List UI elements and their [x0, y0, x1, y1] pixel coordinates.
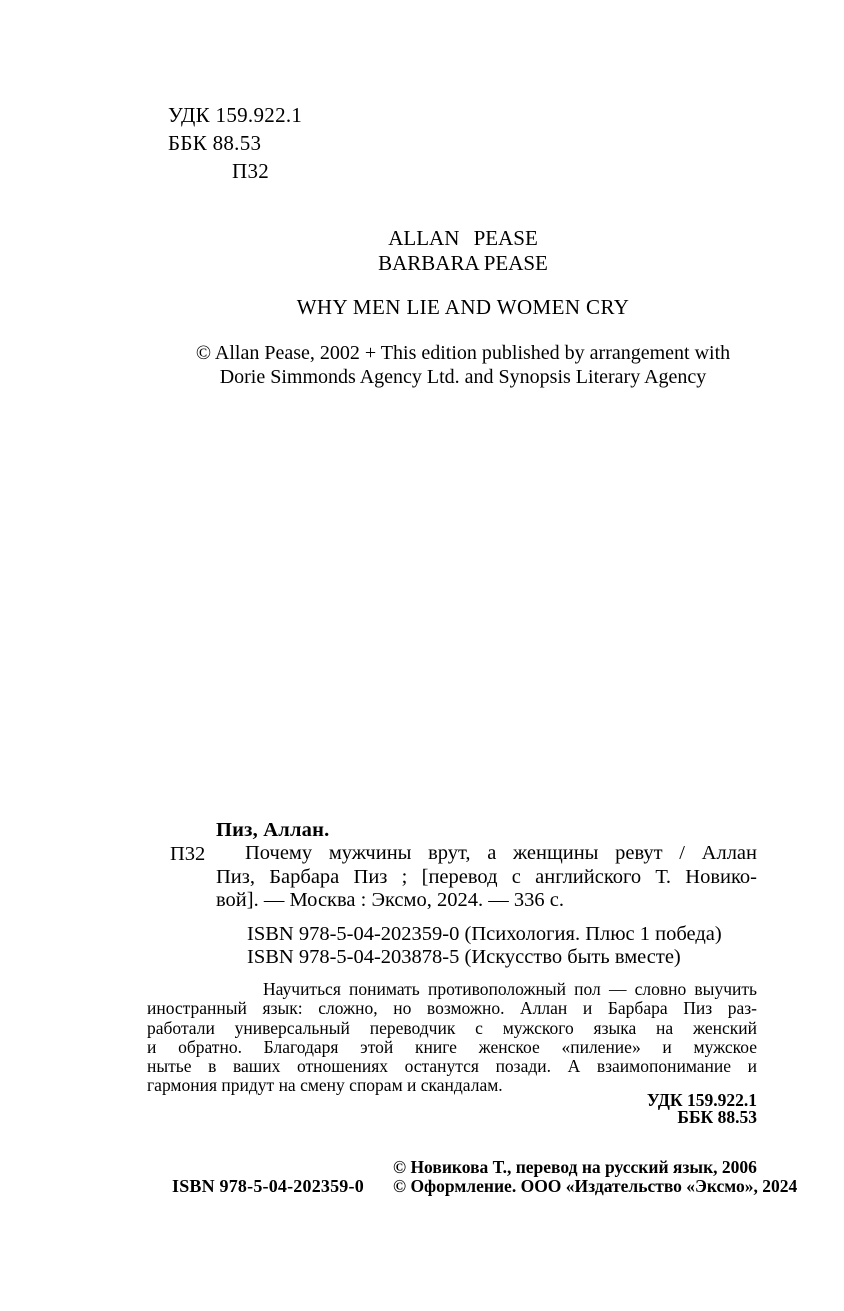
author-name-2: BARBARA PEASE [378, 251, 548, 275]
isbn-list [247, 923, 722, 968]
udk-code: УДК 159.922.1 [168, 103, 303, 127]
bbk-code: ББК 88.53 [168, 131, 262, 155]
card-author-heading: Пиз, Аллан. [216, 819, 330, 841]
isbn-line: ISBN 978-5-04-202359-0 (Психология. Плюс 1 победа) [247, 923, 722, 945]
card-description-line: Пиз, Барбара Пиз ; [перевод с английского Т. Новико- [216, 865, 757, 888]
author-name-1: ALLAN PEASE [388, 226, 538, 250]
footer-copyrights [393, 1158, 797, 1195]
original-title: WHY MEN LIE AND WOMEN CRY [296, 295, 630, 319]
bbk-code-bottom: ББК 88.53 [677, 1106, 757, 1127]
card-description [216, 842, 757, 913]
annotation-line: работали универсальный переводчик с мужского языка на женский [147, 1017, 757, 1038]
rights-line-1: © Allan Pease, 2002 + This edition published by arrangement with [195, 342, 731, 364]
annotation-line: Научиться понимать противоположный пол — словно выучить [263, 979, 757, 999]
isbn-line: ISBN 978-5-04-203878-5 (Искусство быть вместе) [247, 945, 681, 968]
original-title-block [168, 226, 758, 389]
footer-copyright-line: © Новикова Т., перевод на русский язык, 2006 [393, 1157, 757, 1177]
rights-line-2: Dorie Simmonds Agency Ltd. and Synopsis Literary Agency [219, 366, 707, 388]
annotation [147, 980, 757, 1096]
card-description-line: вой]. — Москва : Эксмо, 2024. — 336 с. [216, 889, 564, 911]
annotation-line: нытье в ваших отношениях останутся позади. А взаимопонимание и [147, 1056, 757, 1077]
card-author-sign: П32 [170, 843, 206, 865]
udk-code-bottom: УДК 159.922.1 [646, 1090, 757, 1110]
annotation-line: иностранный язык: сложно, но возможно. Аллан и Барбара Пиз раз- [147, 998, 757, 1019]
annotation-line: гармония придут на смену спорам и скандалам. [147, 1075, 503, 1096]
annotation-line: и обратно. Благодаря этой книге женское «пиление» и мужское [147, 1036, 757, 1057]
footer-isbn: ISBN 978-5-04-202359-0 [172, 1176, 364, 1196]
classification-codes-bottom [457, 1092, 757, 1126]
author-sign: П32 [232, 159, 270, 183]
footer-copyright-line: © Оформление. ООО «Издательство «Эксмо», 2024 [393, 1175, 798, 1196]
card-description-line: Почему мужчины врут, а женщины ревут / Аллан [245, 842, 757, 864]
classification-codes [168, 101, 302, 185]
